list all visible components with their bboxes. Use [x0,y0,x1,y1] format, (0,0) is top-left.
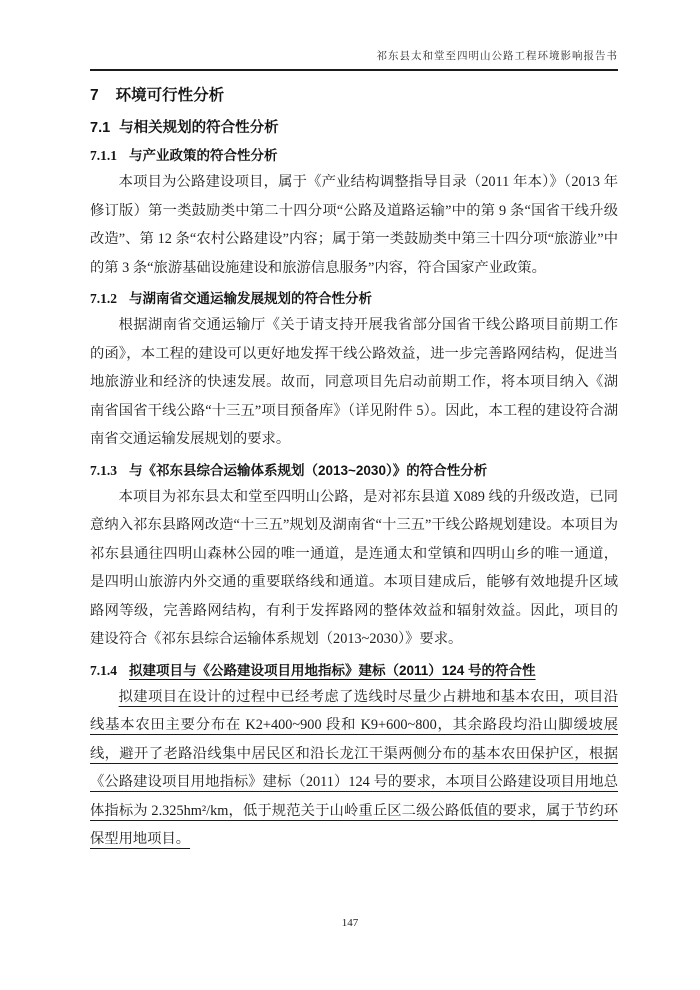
section-group-heading [90,118,618,139]
section-title: 与《祁东县综合运输体系规划（2013~2030）》的符合性分析 [129,462,488,478]
section-heading [90,661,618,681]
page-footer [0,917,700,929]
section-heading [90,146,618,166]
section-7-1-4 [90,661,618,854]
section-number: 7.1.3 [90,462,117,478]
section-heading [90,461,618,481]
section-number: 7.1.4 [90,662,117,678]
section-number: 7.1.1 [90,148,117,163]
chapter-heading [90,85,618,107]
section-7-1-2 [90,289,618,454]
section-group-title: 与相关规划的符合性分析 [119,120,279,136]
page-number: 147 [341,917,359,929]
chapter-title: 环境可行性分析 [115,87,225,104]
section-paragraph: 根据湖南省交通运输厅《关于请支持开展我省部分国省干线公路项目前期工作的函》，本工程的建设可以更好地发挥干线公路效益，进一步完善路网结构，促进当地旅游业和经济的快速发展。故而，同意项目先启动前期工作，将本项目纳入《湖南省国省干线公路“十三五”项目预备库》（详见附件 5）。因此，本工程的建设符合湖南省交通运输发展规划的要求。 [90,317,618,447]
chapter-number: 7 [90,87,99,104]
section-7-1-1 [90,146,618,282]
section-paragraph: 本项目为祁东县太和堂至四明山公路，是对祁东县道 X089 线的升级改造，已同意纳入祁东县路网改造“十三五”规划及湖南省“十三五”干线公路规划建设。本项目为祁东县通往四明山森林公园的唯一通道，是连通太和堂镇和四明山乡的唯一通道，是四明山旅游内外交通的重要联络线和通道。本项目建成后，能够有效地提升区域路网等级，完善路网结构，有利于发挥路网的整体效益和辐射效益。因此，项目的建设符合《祁东县综合运输体系规划（2013~2030）》要求。 [90,488,618,647]
section-title: 拟建项目与《公路建设项目用地指标》建标（2011）124 号的符合性 [129,662,536,678]
section-title: 与产业政策的符合性分析 [129,148,278,163]
section-title: 与湖南省交通运输发展规划的符合性分析 [129,291,372,306]
running-header [90,48,618,71]
section-group-number: 7.1 [90,120,111,136]
section-paragraph: 拟建项目在设计的过程中已经考虑了选线时尽量少占耕地和基本农田，项目沿线基本农田主要分布在 K2+400~900 段和 K9+600~800，其余路段均沿山脚缓坡展线，避开了老路沿线集中居民区和沿长龙江干渠两侧分布的基本农田保护区，根据《公路建设项目用地指标》建标（2011）124 号的要求，本项目公路建设项目用地总体指标为 2.325hm²/km，低于规范关于山岭重丘区二级公路低值的要求，属于节约环保型用地项目。 [90,688,618,847]
section-7-1-3 [90,461,618,654]
section-paragraph: 本项目为公路建设项目，属于《产业结构调整指导目录（2011 年本）》（2013 年修订版）第一类鼓励类中第二十四分项“公路及道路运输”中的第 9 条“国省干线升级改造”、第 12 条“农村公路建设”内容；属于第一类鼓励类中第三十四分项“旅游业”中的第 3 条“旅游基础设施建设和旅游信息服务”内容，符合国家产业政策。 [90,174,618,276]
section-heading [90,289,618,309]
running-header-title: 祁东县太和堂至四明山公路工程环境影响报告书 [376,51,618,62]
section-number: 7.1.2 [90,291,117,306]
